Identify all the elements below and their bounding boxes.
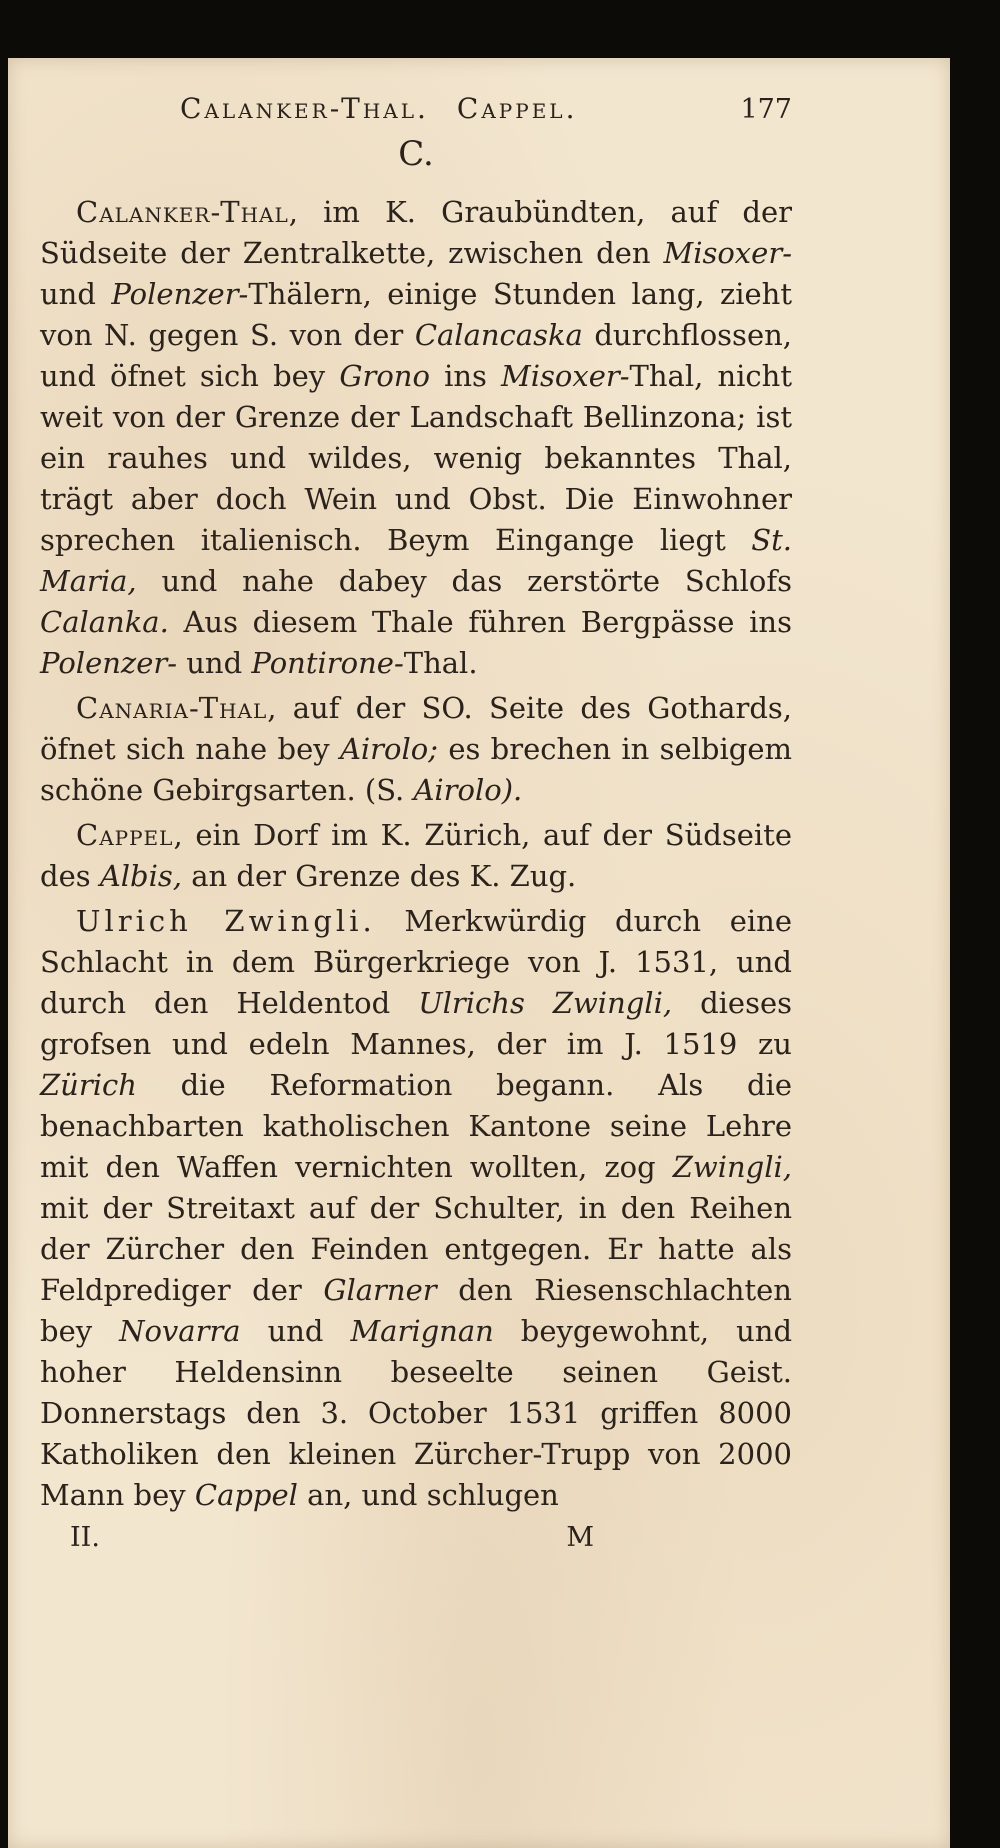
zwingli-paragraph: Ulrich Zwingli. Merkwürdig durch eine Schlacht in dem Bürgerkriege von J. 1531, und durch den Heldentod Ulrichs Zwingli, dieses grofsen und edeln Mannes, der im J. 1519 zu Zürich die Reformation begann. Als die benachbarten katholischen Kantone seine Lehre mit den Waffen vernichten wollten, zog Zwingli, mit der Streitaxt auf der Schulter, in den Reihen der Zürcher den Feinden entgegen. Er hatte als Feldprediger der Glarner den Riesenschlachten bey Novarra und Marignan beygewohnt, und hoher Heldensinn beseelte seinen Geist. Donnerstags den 3. October 1531 griffen 8000 Katholiken den kleinen Zürcher-Trupp von 2000 Mann bey Cappel an, und schlugen	[40, 904, 793, 1512]
entry-head: Cappel	[76, 818, 174, 852]
zwingli-name: Ulrich Zwingli.	[76, 904, 376, 938]
page-text	[40, 88, 792, 1556]
running-header	[40, 88, 792, 132]
header-middle: Cappel.	[456, 92, 578, 125]
section-letter: C.	[398, 134, 434, 174]
entry-canaria-thal: Canaria-Thal, auf der SO. Seite des Gothards, öfnet sich nahe bey Airolo; es brechen in selbigem schöne Gebirgsarten. (S. Airolo).	[40, 691, 792, 807]
entry-cappel: Cappel, ein Dorf im K. Zürich, auf der Südseite des Albis, an der Grenze des K. Zug.	[40, 818, 792, 893]
header-left: Calanker-Thal.	[180, 92, 429, 125]
scan-right-edge	[950, 58, 1000, 1848]
entry-calanker-thal: Calanker-Thal, im K. Graubündten, auf der Südseite der Zentralkette, zwischen den Misoxer- und Polenzer-Thälern, einige Stunden lang, zieht von N. gegen S. von der Calancaska durchflossen, und öfnet sich bey Grono ins Misoxer-Thal, nicht weit von der Grenze der Landschaft Bellinzona; ist ein rauhes und wildes, wenig bekanntes Thal, trägt aber doch Wein und Obst. Die Einwohner sprechen italienisch. Beym Eingange liegt St. Maria, und nahe dabey das zerstörte Schlofs Calanka. Aus diesem Thale führen Bergpässe ins Polenzer- und Pontirone-Thal.	[40, 195, 793, 680]
signature-mark: M	[566, 1522, 594, 1553]
entry-head: Calanker-Thal	[76, 195, 289, 229]
entry-head: Canaria-Thal	[76, 691, 268, 725]
page-footer	[40, 1520, 792, 1556]
page-number: 177	[740, 94, 792, 125]
volume-number: II.	[70, 1522, 100, 1553]
